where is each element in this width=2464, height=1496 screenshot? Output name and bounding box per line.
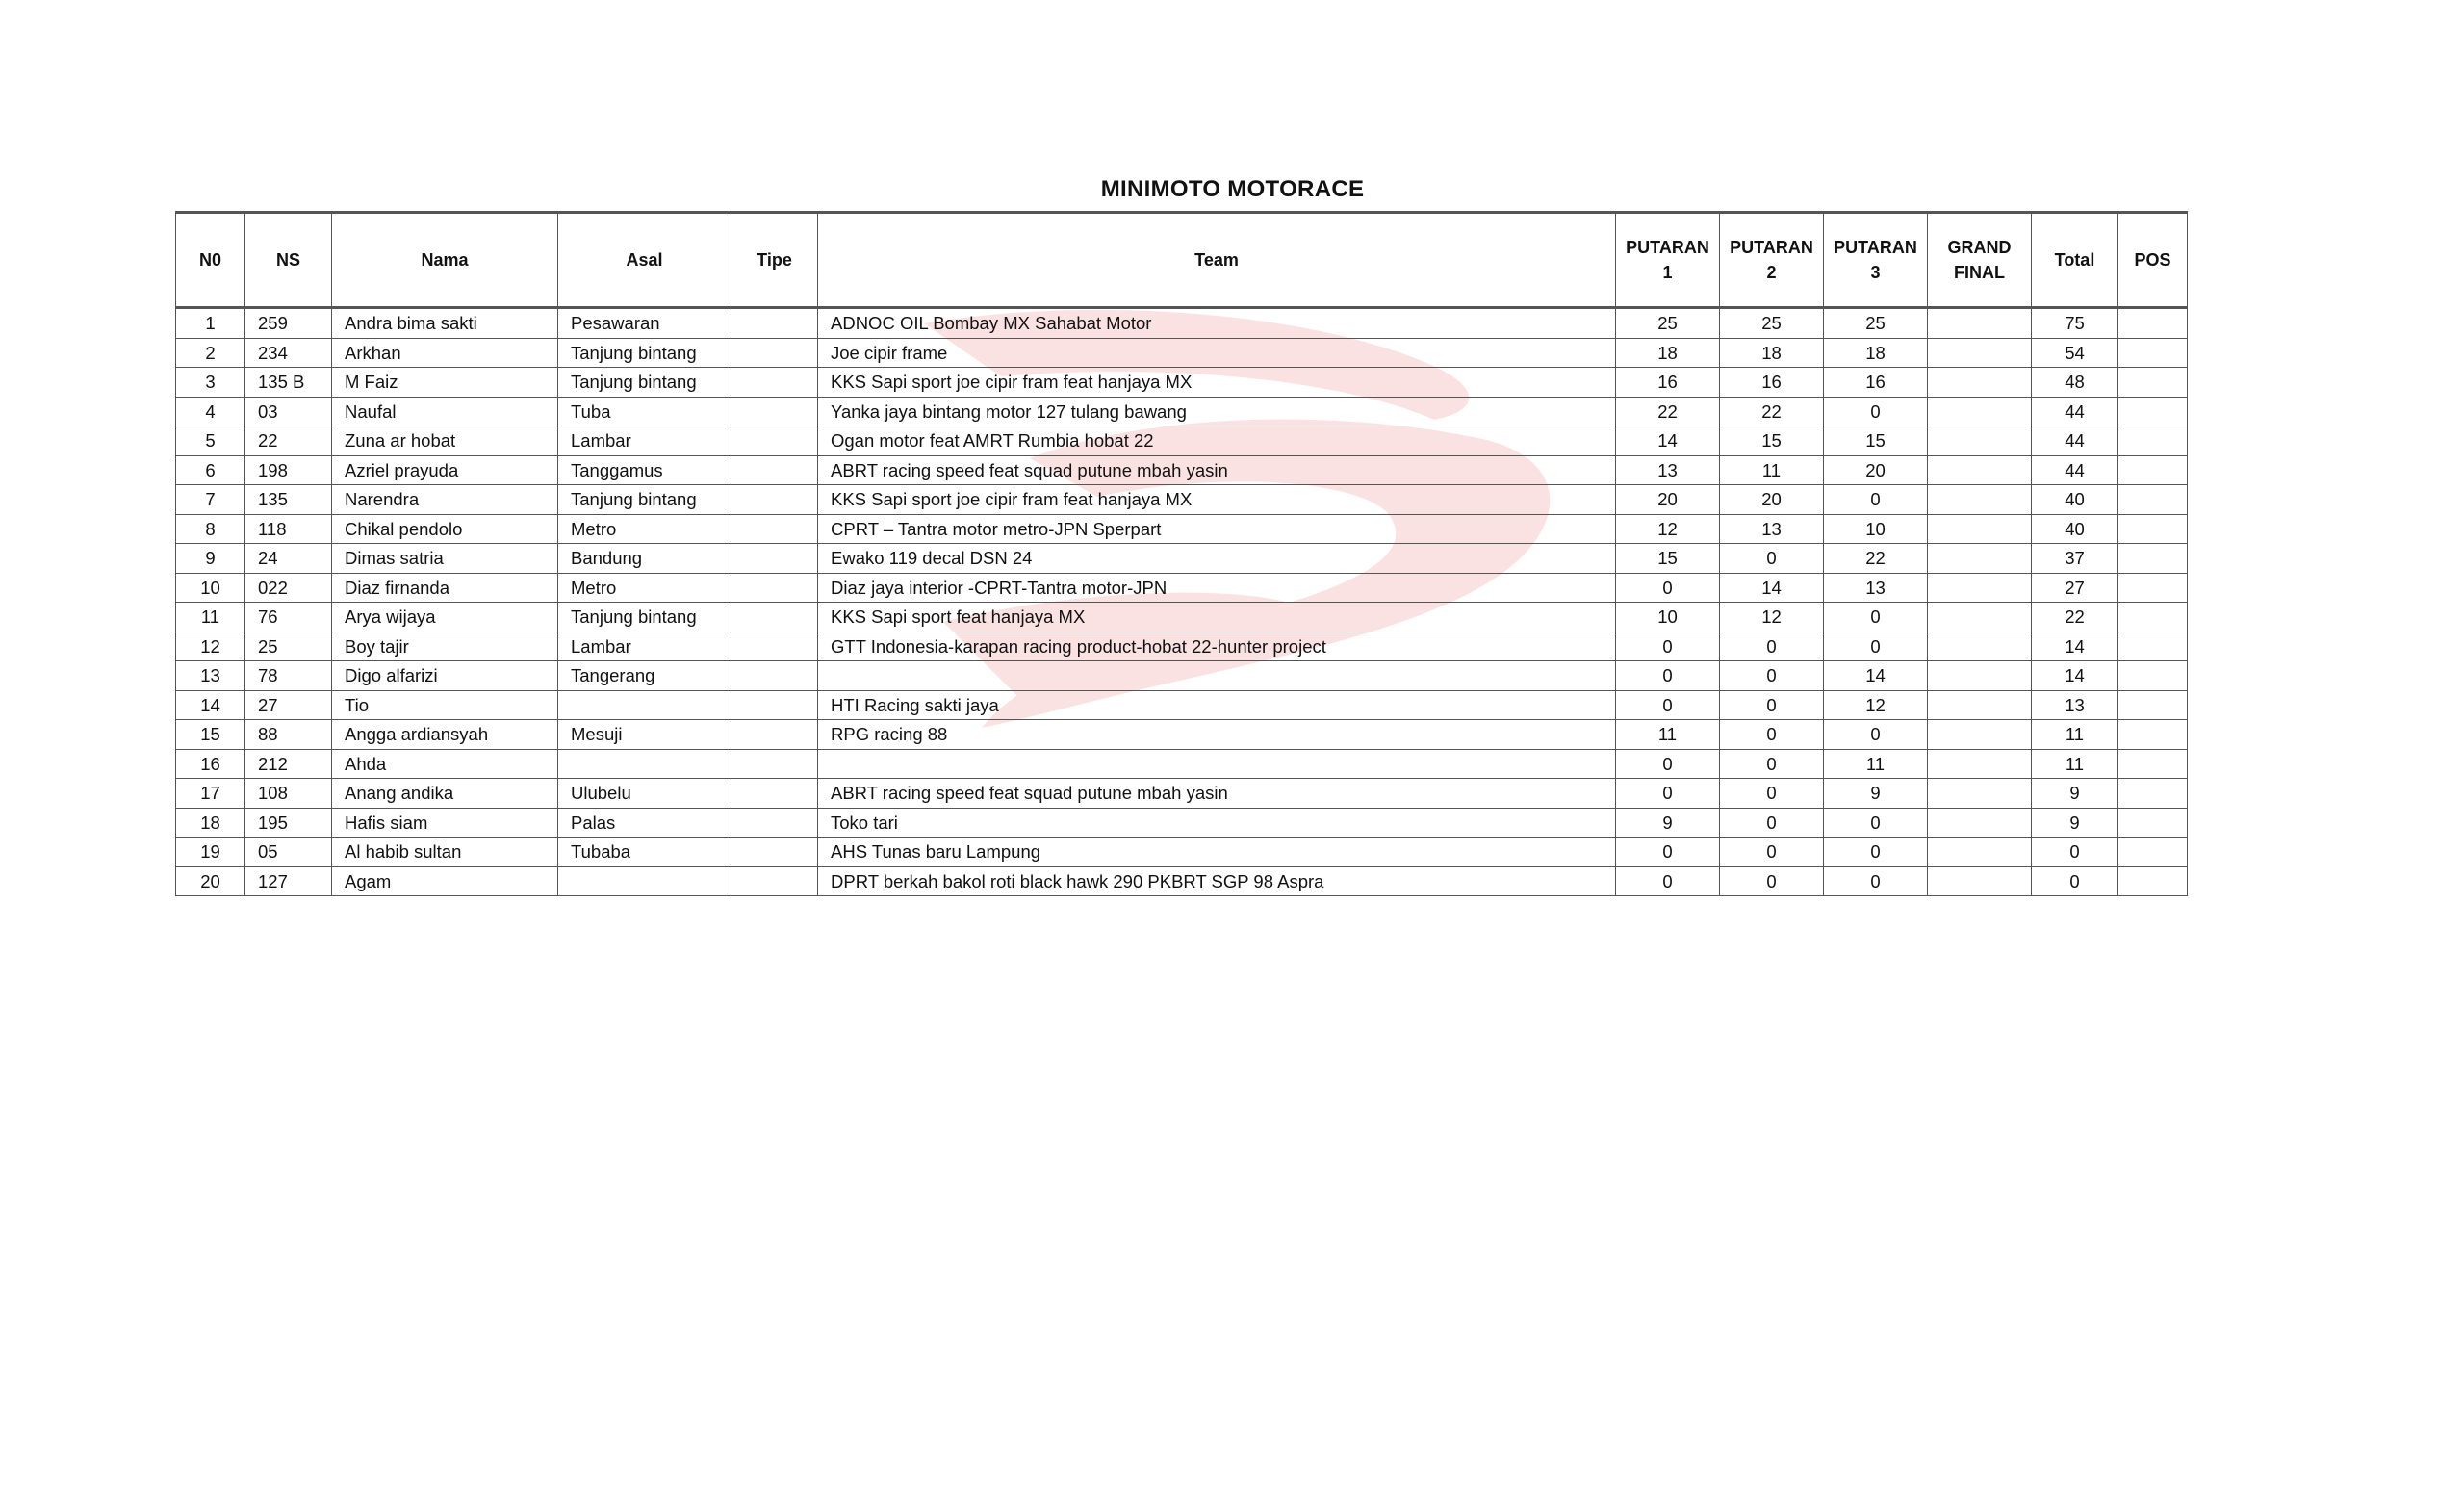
results-table	[175, 211, 2188, 896]
cell-grand-final	[1928, 338, 2032, 368]
cell-no: 10	[176, 573, 245, 603]
cell-putaran-3: 18	[1824, 338, 1928, 368]
cell-asal: Tanjung bintang	[558, 485, 732, 515]
cell-no: 14	[176, 690, 245, 720]
cell-putaran-3: 15	[1824, 426, 1928, 456]
cell-tipe	[732, 426, 818, 456]
table-row	[176, 514, 2188, 544]
cell-team: KKS Sapi sport joe cipir fram feat hanjaya MX	[818, 368, 1616, 398]
cell-asal: Tanjung bintang	[558, 603, 732, 632]
cell-team: GTT Indonesia-karapan racing product-hobat 22-hunter project	[818, 632, 1616, 661]
cell-putaran-2: 0	[1720, 749, 1824, 779]
table-row	[176, 426, 2188, 456]
cell-nama: Agam	[332, 866, 558, 896]
col-header-putaran-3	[1824, 213, 1928, 308]
cell-nama: Angga ardiansyah	[332, 720, 558, 750]
table-row	[176, 397, 2188, 426]
cell-grand-final	[1928, 866, 2032, 896]
cell-putaran-1: 22	[1616, 397, 1720, 426]
cell-total: 14	[2032, 661, 2118, 691]
cell-putaran-1: 16	[1616, 368, 1720, 398]
cell-team: DPRT berkah bakol roti black hawk 290 PKBRT SGP 98 Aspra	[818, 866, 1616, 896]
cell-pos	[2118, 632, 2188, 661]
cell-no: 5	[176, 426, 245, 456]
cell-no: 11	[176, 603, 245, 632]
cell-putaran-3: 20	[1824, 455, 1928, 485]
cell-grand-final	[1928, 720, 2032, 750]
cell-tipe	[732, 455, 818, 485]
cell-ns: 135 B	[245, 368, 332, 398]
cell-putaran-1: 15	[1616, 544, 1720, 574]
col-header-putaran-3-line2: 3	[1870, 263, 1881, 282]
cell-no: 3	[176, 368, 245, 398]
cell-tipe	[732, 661, 818, 691]
cell-total: 44	[2032, 426, 2118, 456]
cell-no: 17	[176, 779, 245, 809]
cell-ns: 195	[245, 808, 332, 838]
cell-team: AHS Tunas baru Lampung	[818, 838, 1616, 867]
cell-ns: 25	[245, 632, 332, 661]
cell-nama: Azriel prayuda	[332, 455, 558, 485]
col-header-putaran-1-line2: 1	[1662, 263, 1673, 282]
table-row	[176, 368, 2188, 398]
cell-asal: Tanjung bintang	[558, 338, 732, 368]
cell-putaran-2: 25	[1720, 308, 1824, 339]
cell-grand-final	[1928, 485, 2032, 515]
col-header-ns: NS	[245, 213, 332, 308]
col-header-putaran-1-line1: PUTARAN	[1626, 238, 1709, 257]
cell-nama: Chikal pendolo	[332, 514, 558, 544]
cell-tipe	[732, 720, 818, 750]
cell-no: 7	[176, 485, 245, 515]
cell-putaran-1: 20	[1616, 485, 1720, 515]
table-row	[176, 866, 2188, 896]
page-title	[0, 176, 2464, 203]
cell-ns: 259	[245, 308, 332, 339]
cell-asal: Metro	[558, 573, 732, 603]
cell-grand-final	[1928, 308, 2032, 339]
cell-putaran-1: 0	[1616, 661, 1720, 691]
cell-tipe	[732, 544, 818, 574]
cell-grand-final	[1928, 368, 2032, 398]
cell-putaran-3: 10	[1824, 514, 1928, 544]
table-row	[176, 485, 2188, 515]
cell-tipe	[732, 603, 818, 632]
cell-ns: 127	[245, 866, 332, 896]
cell-putaran-3: 11	[1824, 749, 1928, 779]
cell-asal: Bandung	[558, 544, 732, 574]
cell-team: Joe cipir frame	[818, 338, 1616, 368]
cell-nama: Dimas satria	[332, 544, 558, 574]
col-header-putaran-2-line1: PUTARAN	[1730, 238, 1813, 257]
page-title-text: MINIMOTO MOTORACE	[1100, 176, 1365, 202]
cell-team	[818, 749, 1616, 779]
cell-no: 9	[176, 544, 245, 574]
col-header-putaran-3-line1: PUTARAN	[1834, 238, 1917, 257]
cell-grand-final	[1928, 514, 2032, 544]
cell-putaran-1: 13	[1616, 455, 1720, 485]
cell-grand-final	[1928, 808, 2032, 838]
cell-putaran-2: 14	[1720, 573, 1824, 603]
cell-team: CPRT – Tantra motor metro-JPN Sperpart	[818, 514, 1616, 544]
cell-total: 37	[2032, 544, 2118, 574]
cell-nama: M Faiz	[332, 368, 558, 398]
cell-asal: Lambar	[558, 632, 732, 661]
cell-putaran-2: 13	[1720, 514, 1824, 544]
col-header-total: Total	[2032, 213, 2118, 308]
cell-putaran-1: 0	[1616, 866, 1720, 896]
cell-tipe	[732, 308, 818, 339]
cell-putaran-2: 0	[1720, 720, 1824, 750]
cell-grand-final	[1928, 426, 2032, 456]
cell-total: 44	[2032, 397, 2118, 426]
cell-total: 44	[2032, 455, 2118, 485]
cell-team: HTI Racing sakti jaya	[818, 690, 1616, 720]
cell-grand-final	[1928, 544, 2032, 574]
cell-putaran-2: 0	[1720, 544, 1824, 574]
cell-putaran-2: 0	[1720, 838, 1824, 867]
cell-tipe	[732, 779, 818, 809]
cell-ns: 27	[245, 690, 332, 720]
cell-nama: Tio	[332, 690, 558, 720]
cell-putaran-3: 0	[1824, 808, 1928, 838]
cell-putaran-1: 9	[1616, 808, 1720, 838]
cell-pos	[2118, 866, 2188, 896]
cell-total: 48	[2032, 368, 2118, 398]
cell-team: Diaz jaya interior -CPRT-Tantra motor-JPN	[818, 573, 1616, 603]
cell-total: 9	[2032, 808, 2118, 838]
cell-nama: Naufal	[332, 397, 558, 426]
cell-nama: Boy tajir	[332, 632, 558, 661]
cell-team: RPG racing 88	[818, 720, 1616, 750]
cell-team: Toko tari	[818, 808, 1616, 838]
cell-putaran-1: 0	[1616, 838, 1720, 867]
cell-nama: Anang andika	[332, 779, 558, 809]
cell-nama: Diaz firnanda	[332, 573, 558, 603]
table-row	[176, 808, 2188, 838]
cell-no: 1	[176, 308, 245, 339]
cell-team: Yanka jaya bintang motor 127 tulang bawang	[818, 397, 1616, 426]
cell-tipe	[732, 397, 818, 426]
cell-asal: Lambar	[558, 426, 732, 456]
cell-putaran-2: 0	[1720, 866, 1824, 896]
cell-putaran-3: 22	[1824, 544, 1928, 574]
cell-pos	[2118, 485, 2188, 515]
cell-no: 18	[176, 808, 245, 838]
cell-tipe	[732, 866, 818, 896]
cell-putaran-2: 15	[1720, 426, 1824, 456]
cell-putaran-3: 12	[1824, 690, 1928, 720]
cell-pos	[2118, 455, 2188, 485]
cell-no: 2	[176, 338, 245, 368]
table-row	[176, 455, 2188, 485]
table-row	[176, 338, 2188, 368]
cell-putaran-3: 0	[1824, 720, 1928, 750]
col-header-grand-final-line1: GRAND	[1947, 238, 2012, 257]
cell-grand-final	[1928, 690, 2032, 720]
cell-putaran-1: 0	[1616, 690, 1720, 720]
cell-nama: Ahda	[332, 749, 558, 779]
table-row	[176, 690, 2188, 720]
cell-asal: Tanjung bintang	[558, 368, 732, 398]
cell-putaran-2: 0	[1720, 661, 1824, 691]
col-header-tipe: Tipe	[732, 213, 818, 308]
cell-asal: Tubaba	[558, 838, 732, 867]
cell-total: 14	[2032, 632, 2118, 661]
table-row	[176, 544, 2188, 574]
table-row	[176, 308, 2188, 339]
cell-ns: 22	[245, 426, 332, 456]
cell-pos	[2118, 779, 2188, 809]
col-header-grand-final	[1928, 213, 2032, 308]
cell-putaran-1: 25	[1616, 308, 1720, 339]
cell-total: 9	[2032, 779, 2118, 809]
cell-pos	[2118, 544, 2188, 574]
cell-tipe	[732, 485, 818, 515]
cell-pos	[2118, 426, 2188, 456]
cell-putaran-1: 0	[1616, 749, 1720, 779]
cell-ns: 05	[245, 838, 332, 867]
cell-no: 8	[176, 514, 245, 544]
cell-team: ADNOC OIL Bombay MX Sahabat Motor	[818, 308, 1616, 339]
cell-putaran-3: 0	[1824, 603, 1928, 632]
cell-pos	[2118, 573, 2188, 603]
cell-total: 11	[2032, 720, 2118, 750]
cell-tipe	[732, 632, 818, 661]
col-header-no: N0	[176, 213, 245, 308]
table-row	[176, 838, 2188, 867]
cell-ns: 24	[245, 544, 332, 574]
cell-nama: Hafis siam	[332, 808, 558, 838]
col-header-nama: Nama	[332, 213, 558, 308]
cell-total: 0	[2032, 866, 2118, 896]
cell-no: 12	[176, 632, 245, 661]
col-header-pos: POS	[2118, 213, 2188, 308]
cell-putaran-3: 0	[1824, 866, 1928, 896]
cell-putaran-1: 0	[1616, 573, 1720, 603]
cell-ns: 212	[245, 749, 332, 779]
cell-tipe	[732, 514, 818, 544]
cell-ns: 03	[245, 397, 332, 426]
cell-team	[818, 661, 1616, 691]
cell-team: KKS Sapi sport feat hanjaya MX	[818, 603, 1616, 632]
cell-putaran-1: 0	[1616, 779, 1720, 809]
col-header-putaran-2	[1720, 213, 1824, 308]
cell-putaran-2: 22	[1720, 397, 1824, 426]
cell-putaran-1: 0	[1616, 632, 1720, 661]
cell-putaran-1: 12	[1616, 514, 1720, 544]
cell-total: 11	[2032, 749, 2118, 779]
cell-pos	[2118, 808, 2188, 838]
table-row	[176, 749, 2188, 779]
cell-pos	[2118, 690, 2188, 720]
cell-total: 40	[2032, 514, 2118, 544]
cell-pos	[2118, 308, 2188, 339]
cell-total: 22	[2032, 603, 2118, 632]
cell-total: 27	[2032, 573, 2118, 603]
col-header-putaran-2-line2: 2	[1766, 263, 1777, 282]
cell-tipe	[732, 838, 818, 867]
cell-putaran-2: 16	[1720, 368, 1824, 398]
cell-asal: Palas	[558, 808, 732, 838]
cell-total: 13	[2032, 690, 2118, 720]
cell-putaran-3: 16	[1824, 368, 1928, 398]
cell-ns: 135	[245, 485, 332, 515]
cell-tipe	[732, 338, 818, 368]
cell-asal: Tuba	[558, 397, 732, 426]
cell-pos	[2118, 338, 2188, 368]
cell-no: 16	[176, 749, 245, 779]
cell-putaran-3: 13	[1824, 573, 1928, 603]
cell-grand-final	[1928, 573, 2032, 603]
cell-ns: 108	[245, 779, 332, 809]
cell-putaran-2: 0	[1720, 808, 1824, 838]
cell-nama: Arya wijaya	[332, 603, 558, 632]
cell-asal: Metro	[558, 514, 732, 544]
cell-asal: Mesuji	[558, 720, 732, 750]
table-row	[176, 632, 2188, 661]
cell-putaran-3: 14	[1824, 661, 1928, 691]
cell-ns: 88	[245, 720, 332, 750]
header-row	[176, 213, 2188, 308]
cell-asal	[558, 690, 732, 720]
table-row	[176, 573, 2188, 603]
cell-asal	[558, 749, 732, 779]
cell-asal	[558, 866, 732, 896]
table-row	[176, 661, 2188, 691]
cell-no: 20	[176, 866, 245, 896]
cell-putaran-3: 0	[1824, 838, 1928, 867]
col-header-putaran-1	[1616, 213, 1720, 308]
col-header-grand-final-line2: FINAL	[1954, 263, 2005, 282]
cell-nama: Narendra	[332, 485, 558, 515]
cell-no: 6	[176, 455, 245, 485]
results-body	[176, 308, 2188, 896]
cell-pos	[2118, 749, 2188, 779]
cell-putaran-3: 0	[1824, 632, 1928, 661]
cell-asal: Tanggamus	[558, 455, 732, 485]
cell-ns: 234	[245, 338, 332, 368]
cell-ns: 78	[245, 661, 332, 691]
cell-nama: Arkhan	[332, 338, 558, 368]
cell-putaran-3: 0	[1824, 485, 1928, 515]
cell-asal: Ulubelu	[558, 779, 732, 809]
cell-team: Ewako 119 decal DSN 24	[818, 544, 1616, 574]
table-row	[176, 779, 2188, 809]
cell-putaran-3: 9	[1824, 779, 1928, 809]
cell-grand-final	[1928, 603, 2032, 632]
cell-no: 13	[176, 661, 245, 691]
cell-ns: 118	[245, 514, 332, 544]
cell-putaran-1: 14	[1616, 426, 1720, 456]
cell-grand-final	[1928, 455, 2032, 485]
cell-no: 15	[176, 720, 245, 750]
cell-tipe	[732, 808, 818, 838]
cell-total: 75	[2032, 308, 2118, 339]
cell-putaran-2: 0	[1720, 690, 1824, 720]
cell-total: 40	[2032, 485, 2118, 515]
cell-asal: Pesawaran	[558, 308, 732, 339]
cell-putaran-1: 18	[1616, 338, 1720, 368]
cell-pos	[2118, 397, 2188, 426]
cell-team: KKS Sapi sport joe cipir fram feat hanjaya MX	[818, 485, 1616, 515]
cell-pos	[2118, 720, 2188, 750]
cell-nama: Andra bima sakti	[332, 308, 558, 339]
cell-pos	[2118, 368, 2188, 398]
cell-grand-final	[1928, 661, 2032, 691]
cell-grand-final	[1928, 749, 2032, 779]
cell-nama: Al habib sultan	[332, 838, 558, 867]
cell-ns: 022	[245, 573, 332, 603]
cell-pos	[2118, 661, 2188, 691]
cell-putaran-2: 20	[1720, 485, 1824, 515]
cell-putaran-1: 10	[1616, 603, 1720, 632]
cell-tipe	[732, 368, 818, 398]
cell-pos	[2118, 603, 2188, 632]
cell-tipe	[732, 690, 818, 720]
cell-putaran-2: 0	[1720, 632, 1824, 661]
cell-putaran-2: 0	[1720, 779, 1824, 809]
cell-pos	[2118, 514, 2188, 544]
cell-grand-final	[1928, 779, 2032, 809]
cell-putaran-2: 12	[1720, 603, 1824, 632]
cell-putaran-3: 0	[1824, 397, 1928, 426]
cell-grand-final	[1928, 397, 2032, 426]
cell-pos	[2118, 838, 2188, 867]
cell-team: ABRT racing speed feat squad putune mbah yasin	[818, 455, 1616, 485]
col-header-asal: Asal	[558, 213, 732, 308]
cell-putaran-2: 18	[1720, 338, 1824, 368]
cell-no: 19	[176, 838, 245, 867]
cell-team: Ogan motor feat AMRT Rumbia hobat 22	[818, 426, 1616, 456]
cell-putaran-1: 11	[1616, 720, 1720, 750]
cell-putaran-2: 11	[1720, 455, 1824, 485]
cell-tipe	[732, 749, 818, 779]
cell-team: ABRT racing speed feat squad putune mbah yasin	[818, 779, 1616, 809]
cell-grand-final	[1928, 838, 2032, 867]
table-row	[176, 603, 2188, 632]
cell-putaran-3: 25	[1824, 308, 1928, 339]
cell-total: 0	[2032, 838, 2118, 867]
cell-tipe	[732, 573, 818, 603]
cell-grand-final	[1928, 632, 2032, 661]
cell-ns: 76	[245, 603, 332, 632]
cell-total: 54	[2032, 338, 2118, 368]
table-row	[176, 720, 2188, 750]
cell-asal: Tangerang	[558, 661, 732, 691]
cell-ns: 198	[245, 455, 332, 485]
cell-nama: Zuna ar hobat	[332, 426, 558, 456]
col-header-team: Team	[818, 213, 1616, 308]
cell-no: 4	[176, 397, 245, 426]
cell-nama: Digo alfarizi	[332, 661, 558, 691]
